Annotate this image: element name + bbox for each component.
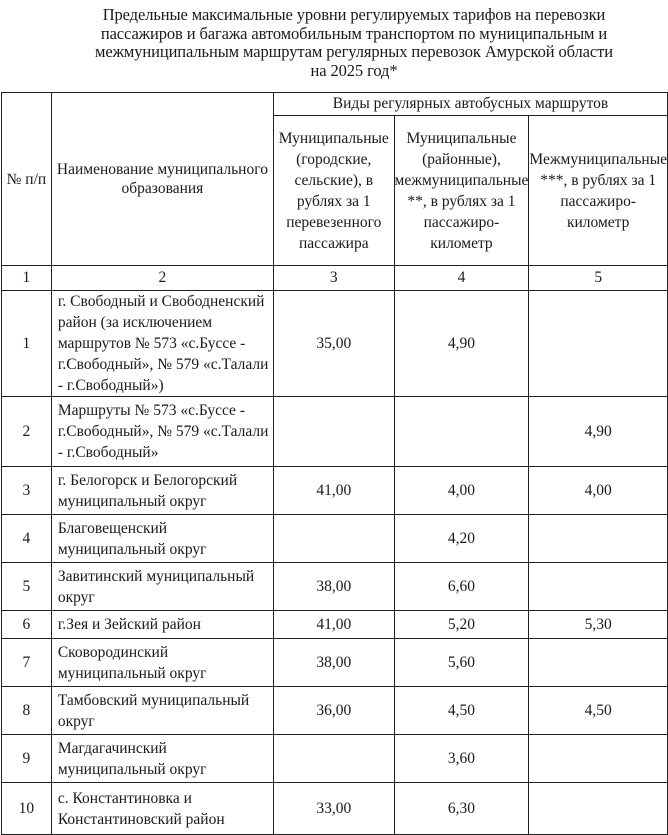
municipality-name: г. Свободный и Свободненский район (за исключением маршрутов № 573 «с.Буссе - г.Свободный», № 579 «с.Талали - г.Свободный»)	[51, 291, 273, 397]
header-municipal-city-label: Муниципальные (городские, сельские), в рублях за 1 перевезенного пассажира	[278, 129, 389, 252]
row-number: 4	[2, 515, 52, 563]
row-number: 2	[2, 397, 52, 467]
tariff-per-km-intermunicipal	[529, 735, 668, 783]
table-row	[2, 687, 668, 735]
header-number-label: № п/п	[6, 170, 47, 188]
tariff-per-km-municipal: 5,20	[394, 611, 529, 639]
table-row	[2, 639, 668, 687]
header-intermunicipal	[529, 116, 668, 266]
tariff-per-km-municipal	[394, 397, 529, 467]
header-municipal-city	[274, 116, 395, 266]
row-number: 1	[2, 291, 52, 397]
table-row	[2, 397, 668, 467]
municipality-name: Тамбовский муниципальный округ	[51, 687, 273, 735]
municipality-name: Магдагачинский муниципальный округ	[51, 735, 273, 783]
tariff-per-passenger: 33,00	[274, 783, 395, 835]
tariff-table	[1, 92, 668, 835]
tariff-per-passenger: 38,00	[274, 563, 395, 611]
table-row	[2, 611, 668, 639]
row-number: 5	[2, 563, 52, 611]
municipality-name: с. Константиновка и Константиновский район	[51, 783, 273, 835]
tariff-per-passenger	[274, 735, 395, 783]
tariff-per-km-municipal: 6,60	[394, 563, 529, 611]
header-number	[2, 93, 52, 266]
tariff-per-km-intermunicipal	[529, 563, 668, 611]
title-line: на 2025 год*	[310, 60, 398, 80]
tariff-per-km-intermunicipal: 4,50	[529, 687, 668, 735]
tariff-per-passenger	[274, 397, 395, 467]
table-row	[2, 467, 668, 515]
header-route-types-label: Виды регулярных автобусных маршрутов	[332, 95, 609, 112]
tariff-per-km-intermunicipal	[529, 291, 668, 397]
title-line: пассажиров и багажа автомобильным транспортом по муниципальным и	[100, 23, 608, 43]
tariff-per-km-municipal: 4,90	[394, 291, 529, 397]
table-row	[2, 735, 668, 783]
column-number: 3	[274, 266, 395, 291]
municipality-name: г.Зея и Зейский район	[51, 611, 273, 639]
tariff-per-km-municipal: 6,30	[394, 783, 529, 835]
tariff-per-km-intermunicipal: 5,30	[529, 611, 668, 639]
tariff-per-km-municipal: 5,60	[394, 639, 529, 687]
tariff-per-passenger: 36,00	[274, 687, 395, 735]
row-number: 6	[2, 611, 52, 639]
municipality-name: г. Белогорск и Белогорский муниципальный округ	[51, 467, 273, 515]
tariff-per-km-municipal: 4,00	[394, 467, 529, 515]
column-number-row	[2, 266, 668, 291]
header-route-types	[274, 93, 668, 116]
tariff-per-km-municipal: 3,60	[394, 735, 529, 783]
tariff-per-passenger: 41,00	[274, 467, 395, 515]
municipality-name: Завитинский муниципальный округ	[51, 563, 273, 611]
table-row	[2, 291, 668, 397]
column-number: 2	[51, 266, 273, 291]
tariff-per-km-intermunicipal	[529, 639, 668, 687]
header-municipality-label: Наименование муниципального образования	[56, 161, 268, 197]
row-number: 9	[2, 735, 52, 783]
header-municipality	[51, 93, 273, 266]
header-municipal-district	[394, 116, 529, 266]
row-number: 8	[2, 687, 52, 735]
tariff-per-passenger: 35,00	[274, 291, 395, 397]
title-line: межмуниципальным маршрутам регулярных перевозок Амурской области	[95, 42, 613, 61]
tariff-per-km-intermunicipal: 4,90	[529, 397, 668, 467]
header-intermunicipal-label: Межмуниципальные ***, в рублях за 1 пассажиро-километр	[529, 150, 667, 231]
table-row	[2, 563, 668, 611]
row-number: 10	[2, 783, 52, 835]
title-line: Предельные максимальные уровни регулируемых тарифов на перевозки	[102, 5, 606, 24]
municipality-name: Маршруты № 573 «с.Буссе - г.Свободный», № 579 «с.Талали - г.Свободный»	[51, 397, 273, 467]
column-number: 4	[394, 266, 529, 291]
municipality-name: Сковородинский муниципальный округ	[51, 639, 273, 687]
municipality-name: Благовещенский муниципальный округ	[51, 515, 273, 563]
document-title	[40, 6, 668, 80]
tariff-per-passenger: 41,00	[274, 611, 395, 639]
tariff-per-km-intermunicipal	[529, 515, 668, 563]
column-number: 5	[529, 266, 668, 291]
tariff-per-km-municipal: 4,50	[394, 687, 529, 735]
tariff-per-passenger	[274, 515, 395, 563]
table-row	[2, 515, 668, 563]
header-municipal-district-label: Муниципальные (районные), межмуниципальные **, в рублях за 1 пассажиро-километр	[394, 129, 529, 252]
tariff-per-km-intermunicipal: 4,00	[529, 467, 668, 515]
tariff-per-passenger: 38,00	[274, 639, 395, 687]
row-number: 7	[2, 639, 52, 687]
tariff-per-km-municipal: 4,20	[394, 515, 529, 563]
column-number: 1	[2, 266, 52, 291]
row-number: 3	[2, 467, 52, 515]
